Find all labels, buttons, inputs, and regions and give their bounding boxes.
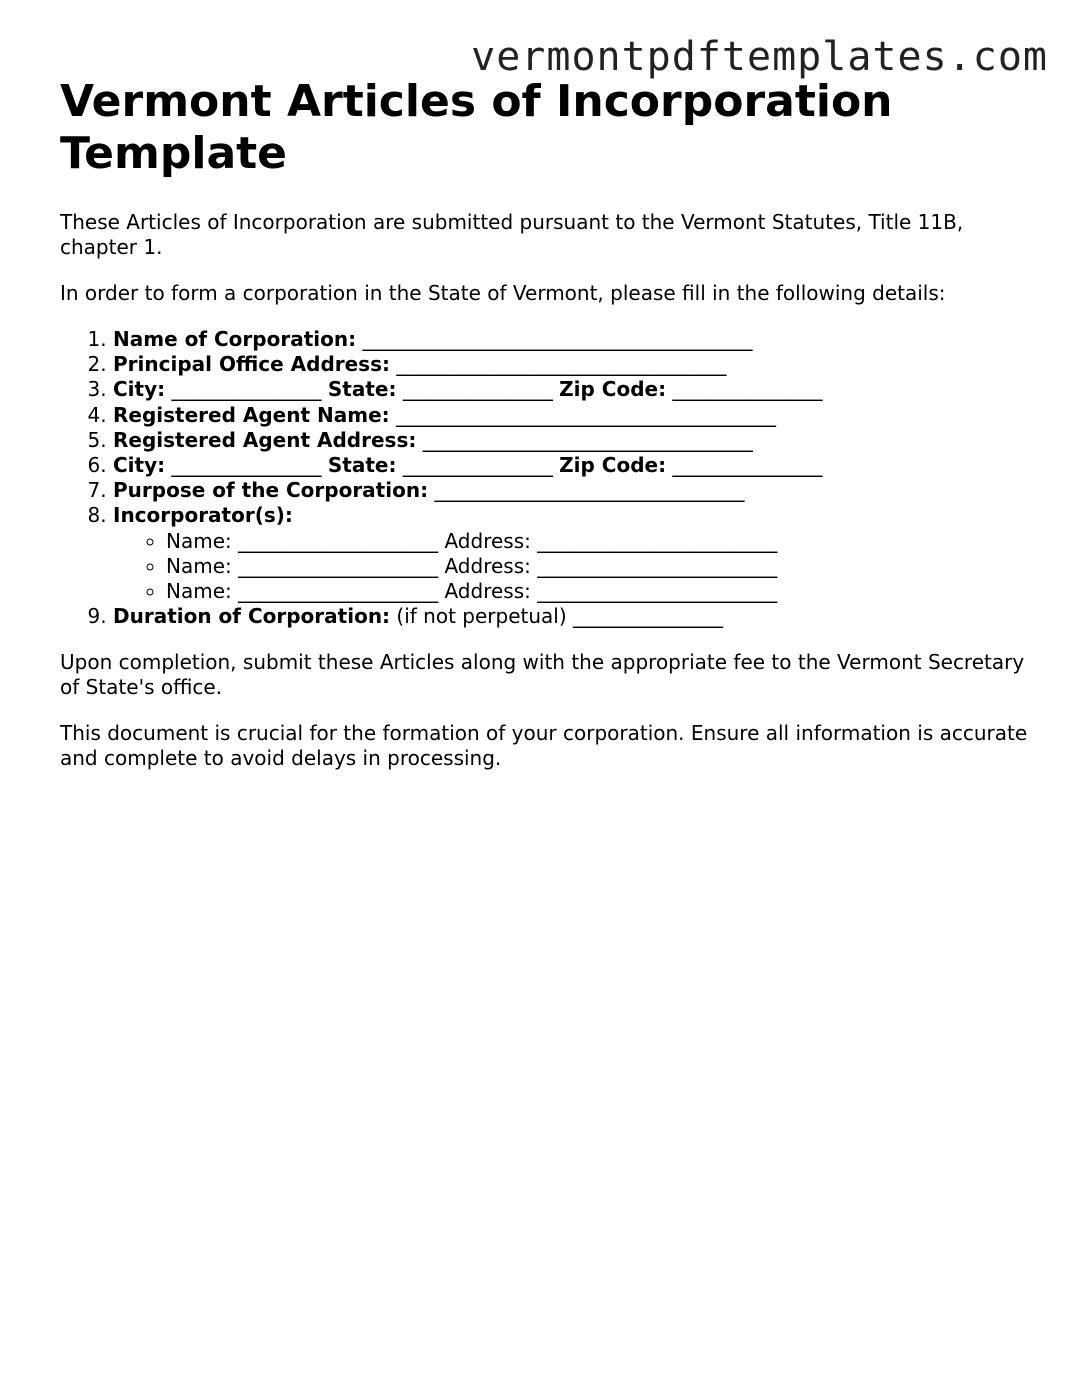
agent-zip-code-field[interactable]: _______________ [672,453,823,478]
page-title: Vermont Articles of Incorporation Template [60,76,893,179]
agent-state-label: State: [327,453,397,478]
office-address-field[interactable]: _________________________________ [396,352,727,377]
notice-paragraph: This document is crucial for the formation of your corporation. Ensure all information is accurate and complete to avoid delays in processing. [60,721,1028,771]
incorporator-name-field[interactable]: ____________________ [238,528,439,553]
zip-code-field[interactable]: _______________ [672,377,823,402]
agent-address-field[interactable]: _________________________________ [422,427,753,452]
zip-code-label: Zip Code: [559,377,667,402]
document-body [60,76,1030,771]
list-item [113,604,1030,629]
incorporator-entry [166,579,1030,604]
incorporator-address-field[interactable]: ________________________ [537,553,778,578]
duration-label: Duration of Corporation: [113,604,391,629]
list-item [113,478,1030,503]
purpose-field[interactable]: _______________________________ [434,478,745,503]
incorporator-address-field[interactable]: ________________________ [537,579,778,604]
incorporator-address-label: Address: [444,528,531,553]
agent-name-label: Registered Agent Name: [113,402,390,427]
duration-note: (if not perpetual) [396,604,567,629]
city-field[interactable]: _______________ [171,377,322,402]
intro-paragraph: These Articles of Incorporation are submitted pursuant to the Vermont Statutes, Title 11B, chapter 1. [60,210,964,259]
office-address-label: Principal Office Address: [113,352,390,377]
duration-field[interactable]: _______________ [573,604,724,629]
purpose-label: Purpose of the Corporation: [113,478,429,503]
list-item [113,503,1030,604]
watermark: vermontpdftemplates.com [471,34,1048,80]
agent-zip-code-label: Zip Code: [559,453,667,478]
incorporator-entry [166,554,1030,579]
agent-city-field[interactable]: _______________ [171,453,322,478]
incorporator-entry [166,529,1030,554]
corp-name-label: Name of Corporation: [113,327,357,351]
state-label: State: [327,377,397,402]
incorporator-name-field[interactable]: ____________________ [238,553,439,578]
incorporator-name-label: Name: [166,528,232,553]
list-item [113,327,1030,352]
fields-list [60,327,1030,629]
list-item [113,352,1030,377]
incorporators-list [113,529,1030,605]
incorporator-address-label: Address: [444,579,531,604]
incorporators-label: Incorporator(s): [113,503,293,528]
agent-address-label: Registered Agent Address: [113,427,417,452]
incorporator-name-label: Name: [166,579,232,604]
list-item [113,377,1030,402]
list-item [113,403,1030,428]
agent-state-field[interactable]: _______________ [402,453,553,478]
list-item [113,428,1030,453]
city-label: City: [113,377,166,402]
closing-paragraph: Upon completion, submit these Articles along with the appropriate fee to the Vermont Secretary of State's office. [60,650,1025,700]
corp-name-field[interactable]: _______________________________________ [362,327,753,351]
agent-city-label: City: [113,453,166,478]
list-item [113,453,1030,478]
incorporator-address-label: Address: [444,553,531,578]
instruction-paragraph: In order to form a corporation in the State of Vermont, please fill in the following details: [60,281,946,305]
incorporator-name-field[interactable]: ____________________ [238,579,439,604]
incorporator-name-label: Name: [166,553,232,578]
incorporator-address-field[interactable]: ________________________ [537,528,778,553]
agent-name-field[interactable]: ______________________________________ [396,402,776,427]
state-field[interactable]: _______________ [402,377,553,402]
